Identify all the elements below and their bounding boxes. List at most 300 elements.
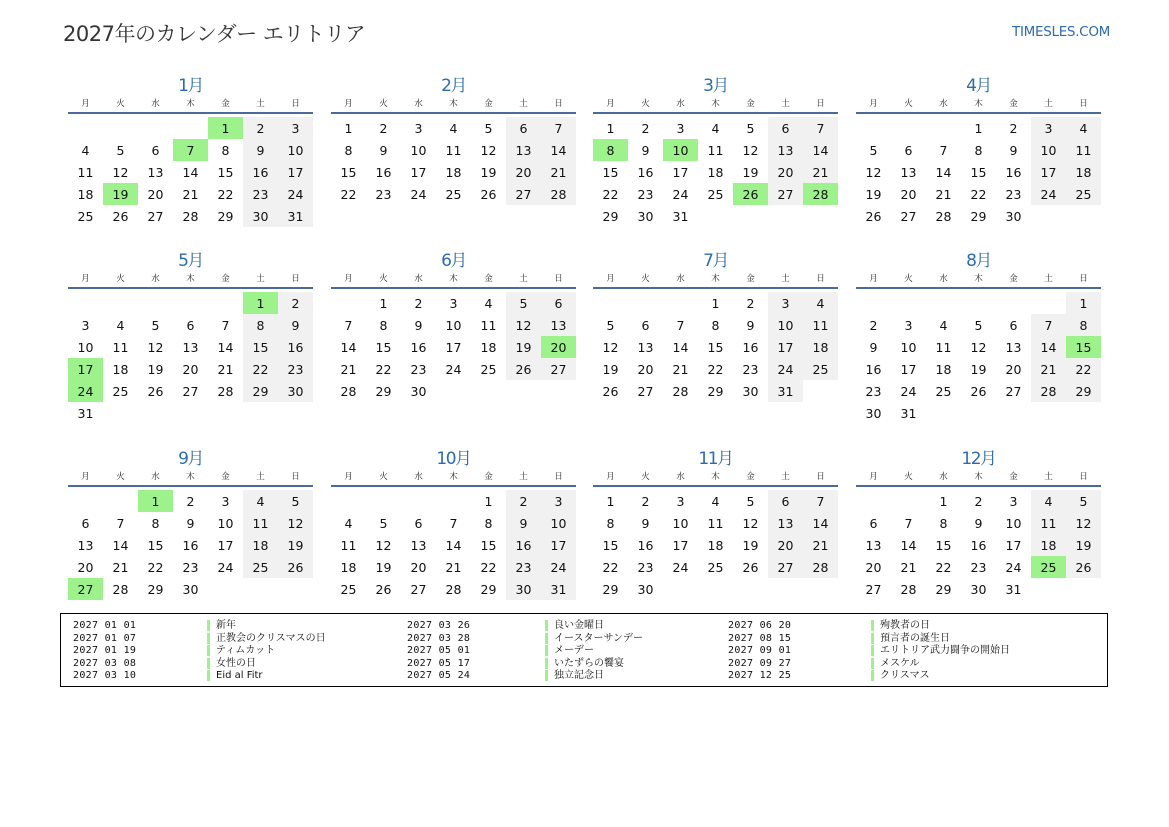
weekday-label: 水 bbox=[151, 99, 160, 109]
month-block bbox=[68, 250, 313, 424]
day-cell: 6 bbox=[506, 117, 541, 139]
empty-cell bbox=[891, 292, 926, 314]
day-cell: 3 bbox=[768, 292, 803, 314]
weekday-label: 金 bbox=[746, 99, 755, 109]
empty-cell bbox=[593, 292, 628, 314]
day-cell: 11 bbox=[445, 142, 462, 158]
weekday-label: 月 bbox=[869, 274, 878, 284]
weekday-label: 日 bbox=[554, 472, 563, 482]
day-cell: 28 bbox=[803, 556, 838, 578]
legend-holiday-name: エリトリア武力闘争の開始日 bbox=[871, 645, 1010, 656]
day-cell: 26 bbox=[506, 358, 541, 380]
month-block bbox=[331, 250, 576, 402]
month-name: 5月 bbox=[178, 251, 203, 271]
day-cell: 20 bbox=[637, 361, 654, 377]
day-cell: 29 bbox=[602, 581, 619, 597]
month-block bbox=[331, 75, 576, 205]
day-cell: 6 bbox=[1009, 317, 1018, 333]
weekday-label: 火 bbox=[904, 99, 913, 109]
day-cell: 5 bbox=[506, 292, 541, 314]
empty-cell bbox=[138, 292, 173, 314]
day-cell: 17 bbox=[768, 336, 803, 358]
day-cell: 2 bbox=[641, 120, 650, 136]
weekday-label: 水 bbox=[939, 472, 948, 482]
holiday-day-cell: 24 bbox=[68, 380, 103, 402]
day-cell: 30 bbox=[278, 380, 313, 402]
legend-date: 2027 03 10 bbox=[73, 670, 137, 681]
day-cell: 17 bbox=[672, 537, 689, 553]
day-cell: 22 bbox=[340, 186, 357, 202]
day-cell: 2 bbox=[186, 493, 195, 509]
day-cell: 15 bbox=[935, 537, 952, 553]
day-cell: 14 bbox=[340, 339, 357, 355]
day-cell: 22 bbox=[217, 186, 234, 202]
day-cell: 31 bbox=[672, 208, 689, 224]
weekday-label: 火 bbox=[116, 472, 125, 482]
day-cell: 4 bbox=[1066, 117, 1101, 139]
day-cell: 4 bbox=[116, 317, 125, 333]
day-cell: 10 bbox=[768, 314, 803, 336]
day-cell: 6 bbox=[414, 515, 423, 531]
weekday-header bbox=[856, 97, 1101, 111]
month-block bbox=[68, 75, 313, 227]
day-cell: 27 bbox=[506, 183, 541, 205]
weekday-label: 水 bbox=[414, 274, 423, 284]
day-cell: 17 bbox=[1031, 161, 1066, 183]
weekday-header bbox=[68, 97, 313, 111]
day-cell: 29 bbox=[243, 380, 278, 402]
day-cell: 16 bbox=[1005, 164, 1022, 180]
day-cell: 11 bbox=[1066, 139, 1101, 161]
weekday-label: 火 bbox=[379, 274, 388, 284]
day-cell: 3 bbox=[278, 117, 313, 139]
day-cell: 2 bbox=[506, 490, 541, 512]
day-cell: 27 bbox=[182, 383, 199, 399]
day-cell: 3 bbox=[676, 120, 685, 136]
day-cell: 10 bbox=[900, 339, 917, 355]
day-cell: 11 bbox=[112, 339, 129, 355]
weekday-label: 水 bbox=[676, 99, 685, 109]
site-logo[interactable]: TIMESLES.COM bbox=[1012, 24, 1110, 40]
weekday-label: 金 bbox=[1009, 472, 1018, 482]
month-name: 9月 bbox=[178, 449, 203, 469]
header-rule bbox=[593, 485, 838, 487]
day-cell: 30 bbox=[410, 383, 427, 399]
day-cell: 4 bbox=[939, 317, 948, 333]
holiday-day-cell: 8 bbox=[593, 139, 628, 161]
day-cell: 17 bbox=[900, 361, 917, 377]
day-cell: 17 bbox=[445, 339, 462, 355]
header-rule bbox=[593, 112, 838, 114]
day-cell: 25 bbox=[480, 361, 497, 377]
legend-date: 2027 05 01 bbox=[407, 645, 471, 656]
weekday-header bbox=[593, 97, 838, 111]
weekday-label: 水 bbox=[939, 274, 948, 284]
day-cell: 30 bbox=[182, 581, 199, 597]
day-cell: 19 bbox=[970, 361, 987, 377]
day-cell: 15 bbox=[147, 537, 164, 553]
day-cell: 24 bbox=[672, 559, 689, 575]
day-cell: 24 bbox=[672, 186, 689, 202]
weekday-label: 金 bbox=[746, 472, 755, 482]
legend-holiday-name: 女性の日 bbox=[207, 658, 256, 669]
day-cell: 15 bbox=[970, 164, 987, 180]
header-rule bbox=[856, 287, 1101, 289]
day-cell: 23 bbox=[243, 183, 278, 205]
day-cell: 9 bbox=[278, 314, 313, 336]
weekday-label: 火 bbox=[379, 99, 388, 109]
day-cell: 3 bbox=[221, 493, 230, 509]
day-cell: 8 bbox=[1066, 314, 1101, 336]
day-cell: 9 bbox=[1009, 142, 1018, 158]
day-cell: 21 bbox=[1031, 358, 1066, 380]
month-block bbox=[856, 448, 1101, 600]
weekday-label: 日 bbox=[554, 274, 563, 284]
weekday-label: 月 bbox=[606, 99, 615, 109]
legend-date: 2027 03 08 bbox=[73, 657, 137, 669]
legend-holiday-name: 独立記念日 bbox=[545, 670, 604, 681]
day-cell: 20 bbox=[147, 186, 164, 202]
day-cell: 12 bbox=[112, 164, 129, 180]
empty-cell bbox=[1031, 292, 1066, 314]
legend-holiday-name: クリスマス bbox=[871, 670, 930, 681]
day-cell: 31 bbox=[1005, 581, 1022, 597]
day-cell: 2 bbox=[641, 493, 650, 509]
weekday-label: 日 bbox=[291, 274, 300, 284]
day-cell: 12 bbox=[278, 512, 313, 534]
day-cell: 13 bbox=[768, 139, 803, 161]
header-rule bbox=[331, 485, 576, 487]
weekday-label: 水 bbox=[151, 274, 160, 284]
empty-cell bbox=[996, 292, 1031, 314]
day-cell: 14 bbox=[672, 339, 689, 355]
weekday-label: 月 bbox=[606, 472, 615, 482]
day-cell: 28 bbox=[900, 581, 917, 597]
day-cell: 12 bbox=[865, 164, 882, 180]
header-rule bbox=[68, 287, 313, 289]
day-cell: 11 bbox=[707, 515, 724, 531]
day-cell: 23 bbox=[182, 559, 199, 575]
day-cell: 10 bbox=[672, 515, 689, 531]
day-cell: 6 bbox=[904, 142, 913, 158]
day-cell: 5 bbox=[746, 120, 755, 136]
weekday-label: 土 bbox=[256, 274, 265, 284]
day-cell: 23 bbox=[637, 559, 654, 575]
empty-cell bbox=[103, 292, 138, 314]
day-cell: 7 bbox=[803, 117, 838, 139]
weekday-label: 木 bbox=[974, 99, 983, 109]
weekday-label: 木 bbox=[186, 472, 195, 482]
weekday-label: 月 bbox=[344, 274, 353, 284]
day-cell: 31 bbox=[77, 405, 94, 421]
day-cell: 26 bbox=[480, 186, 497, 202]
day-cell: 6 bbox=[768, 117, 803, 139]
legend-date: 2027 08 15 bbox=[728, 632, 792, 644]
weekday-label: 火 bbox=[116, 99, 125, 109]
weekday-label: 日 bbox=[816, 99, 825, 109]
month-block bbox=[593, 250, 838, 402]
empty-cell bbox=[891, 490, 926, 512]
day-cell: 28 bbox=[445, 581, 462, 597]
legend-date: 2027 05 24 bbox=[407, 670, 471, 681]
day-cell: 5 bbox=[151, 317, 160, 333]
page-title: 2027年のカレンダー エリトリア bbox=[63, 22, 366, 46]
days-grid bbox=[68, 117, 313, 227]
day-cell: 4 bbox=[803, 292, 838, 314]
day-cell: 10 bbox=[278, 139, 313, 161]
day-cell: 10 bbox=[410, 142, 427, 158]
day-cell: 8 bbox=[711, 317, 720, 333]
day-cell: 29 bbox=[707, 383, 724, 399]
day-cell: 12 bbox=[1066, 512, 1101, 534]
day-cell: 9 bbox=[379, 142, 388, 158]
month-name: 3月 bbox=[703, 76, 728, 96]
month-block bbox=[68, 448, 313, 600]
legend-holiday-name: イースターサンデー bbox=[545, 633, 643, 644]
day-cell: 24 bbox=[445, 361, 462, 377]
day-cell: 29 bbox=[217, 208, 234, 224]
day-cell: 21 bbox=[445, 559, 462, 575]
day-cell: 14 bbox=[112, 537, 129, 553]
empty-cell bbox=[961, 292, 996, 314]
day-cell: 26 bbox=[742, 559, 759, 575]
day-cell: 18 bbox=[77, 186, 94, 202]
day-cell: 16 bbox=[742, 339, 759, 355]
day-cell: 13 bbox=[182, 339, 199, 355]
month-name: 11月 bbox=[698, 449, 733, 469]
day-cell: 2 bbox=[379, 120, 388, 136]
weekday-label: 木 bbox=[449, 472, 458, 482]
day-cell: 1 bbox=[484, 493, 493, 509]
weekday-label: 木 bbox=[186, 274, 195, 284]
day-cell: 5 bbox=[606, 317, 615, 333]
day-cell: 27 bbox=[768, 556, 803, 578]
day-cell: 9 bbox=[243, 139, 278, 161]
day-cell: 24 bbox=[217, 559, 234, 575]
day-cell: 4 bbox=[484, 295, 493, 311]
holiday-day-cell: 1 bbox=[138, 490, 173, 512]
weekday-header bbox=[331, 272, 576, 286]
holiday-legend bbox=[60, 613, 1108, 687]
day-cell: 5 bbox=[974, 317, 983, 333]
day-cell: 26 bbox=[147, 383, 164, 399]
day-cell: 2 bbox=[974, 493, 983, 509]
weekday-label: 金 bbox=[221, 99, 230, 109]
month-block bbox=[593, 448, 838, 600]
header-rule bbox=[856, 112, 1101, 114]
day-cell: 16 bbox=[410, 339, 427, 355]
day-cell: 26 bbox=[278, 556, 313, 578]
day-cell: 7 bbox=[541, 117, 576, 139]
weekday-label: 木 bbox=[186, 99, 195, 109]
day-cell: 5 bbox=[1066, 490, 1101, 512]
weekday-label: 金 bbox=[484, 99, 493, 109]
empty-cell bbox=[663, 292, 698, 314]
empty-cell bbox=[436, 490, 471, 512]
day-cell: 6 bbox=[768, 490, 803, 512]
empty-cell bbox=[926, 117, 961, 139]
weekday-label: 水 bbox=[151, 472, 160, 482]
header-rule bbox=[68, 112, 313, 114]
day-cell: 7 bbox=[676, 317, 685, 333]
day-cell: 31 bbox=[900, 405, 917, 421]
day-cell: 25 bbox=[112, 383, 129, 399]
days-grid bbox=[331, 117, 576, 205]
day-cell: 22 bbox=[602, 186, 619, 202]
day-cell: 17 bbox=[278, 161, 313, 183]
day-cell: 5 bbox=[116, 142, 125, 158]
day-cell: 8 bbox=[606, 515, 615, 531]
days-grid bbox=[68, 490, 313, 600]
day-cell: 15 bbox=[217, 164, 234, 180]
day-cell: 23 bbox=[742, 361, 759, 377]
day-cell: 21 bbox=[217, 361, 234, 377]
day-cell: 11 bbox=[243, 512, 278, 534]
day-cell: 14 bbox=[803, 512, 838, 534]
day-cell: 29 bbox=[935, 581, 952, 597]
day-cell: 8 bbox=[344, 142, 353, 158]
day-cell: 19 bbox=[375, 559, 392, 575]
day-cell: 18 bbox=[340, 559, 357, 575]
day-cell: 1 bbox=[939, 493, 948, 509]
day-cell: 19 bbox=[506, 336, 541, 358]
header-rule bbox=[331, 287, 576, 289]
legend-date: 2027 05 17 bbox=[407, 657, 471, 669]
day-cell: 24 bbox=[1005, 559, 1022, 575]
holiday-day-cell: 10 bbox=[663, 139, 698, 161]
day-cell: 3 bbox=[904, 317, 913, 333]
day-cell: 22 bbox=[602, 559, 619, 575]
month-name: 4月 bbox=[966, 76, 991, 96]
day-cell: 19 bbox=[147, 361, 164, 377]
day-cell: 5 bbox=[278, 490, 313, 512]
weekday-label: 木 bbox=[449, 274, 458, 284]
day-cell: 4 bbox=[711, 120, 720, 136]
day-cell: 28 bbox=[672, 383, 689, 399]
day-cell: 20 bbox=[768, 534, 803, 556]
day-cell: 16 bbox=[375, 164, 392, 180]
day-cell: 15 bbox=[602, 537, 619, 553]
weekday-label: 土 bbox=[1044, 472, 1053, 482]
legend-holiday-name: 正教会のクリスマスの日 bbox=[207, 633, 326, 644]
holiday-day-cell: 26 bbox=[733, 183, 768, 205]
day-cell: 3 bbox=[1031, 117, 1066, 139]
day-cell: 5 bbox=[869, 142, 878, 158]
day-cell: 22 bbox=[243, 358, 278, 380]
day-cell: 1 bbox=[1066, 292, 1101, 314]
weekday-label: 日 bbox=[1079, 99, 1088, 109]
empty-cell bbox=[68, 292, 103, 314]
day-cell: 7 bbox=[344, 317, 353, 333]
day-cell: 10 bbox=[1031, 139, 1066, 161]
empty-cell bbox=[138, 117, 173, 139]
day-cell: 14 bbox=[935, 164, 952, 180]
weekday-label: 火 bbox=[116, 274, 125, 284]
weekday-label: 木 bbox=[974, 274, 983, 284]
day-cell: 25 bbox=[445, 186, 462, 202]
empty-cell bbox=[103, 490, 138, 512]
day-cell: 9 bbox=[641, 515, 650, 531]
weekday-label: 月 bbox=[606, 274, 615, 284]
day-cell: 20 bbox=[506, 161, 541, 183]
day-cell: 2 bbox=[278, 292, 313, 314]
weekday-label: 火 bbox=[641, 274, 650, 284]
day-cell: 26 bbox=[970, 383, 987, 399]
weekday-label: 土 bbox=[781, 99, 790, 109]
legend-date: 2027 06 20 bbox=[728, 620, 792, 631]
day-cell: 16 bbox=[506, 534, 541, 556]
day-cell: 9 bbox=[641, 142, 650, 158]
weekday-label: 水 bbox=[939, 99, 948, 109]
day-cell: 20 bbox=[182, 361, 199, 377]
day-cell: 9 bbox=[746, 317, 755, 333]
day-cell: 12 bbox=[742, 142, 759, 158]
day-cell: 3 bbox=[676, 493, 685, 509]
day-cell: 2 bbox=[414, 295, 423, 311]
day-cell: 2 bbox=[1009, 120, 1018, 136]
day-cell: 25 bbox=[77, 208, 94, 224]
day-cell: 24 bbox=[900, 383, 917, 399]
day-cell: 10 bbox=[217, 515, 234, 531]
day-cell: 28 bbox=[217, 383, 234, 399]
day-cell: 3 bbox=[449, 295, 458, 311]
weekday-label: 火 bbox=[379, 472, 388, 482]
weekday-header bbox=[68, 470, 313, 484]
day-cell: 11 bbox=[77, 164, 94, 180]
legend-holiday-name: ティムカット bbox=[207, 645, 275, 656]
weekday-label: 日 bbox=[816, 472, 825, 482]
day-cell: 7 bbox=[939, 142, 948, 158]
day-cell: 3 bbox=[81, 317, 90, 333]
weekday-label: 日 bbox=[554, 99, 563, 109]
day-cell: 29 bbox=[970, 208, 987, 224]
weekday-label: 月 bbox=[344, 472, 353, 482]
day-cell: 27 bbox=[147, 208, 164, 224]
day-cell: 21 bbox=[672, 361, 689, 377]
day-cell: 17 bbox=[1005, 537, 1022, 553]
legend-holiday-name: 預言者の誕生日 bbox=[871, 633, 950, 644]
day-cell: 30 bbox=[637, 208, 654, 224]
day-cell: 4 bbox=[711, 493, 720, 509]
legend-holiday-name: 良い金曜日 bbox=[545, 620, 604, 631]
day-cell: 22 bbox=[1066, 358, 1101, 380]
day-cell: 18 bbox=[803, 336, 838, 358]
holiday-day-cell: 20 bbox=[541, 336, 576, 358]
day-cell: 18 bbox=[1031, 534, 1066, 556]
weekday-label: 土 bbox=[781, 274, 790, 284]
day-cell: 19 bbox=[480, 164, 497, 180]
header-rule bbox=[68, 485, 313, 487]
weekday-label: 火 bbox=[904, 274, 913, 284]
day-cell: 24 bbox=[278, 183, 313, 205]
day-cell: 23 bbox=[865, 383, 882, 399]
weekday-label: 土 bbox=[256, 472, 265, 482]
day-cell: 12 bbox=[480, 142, 497, 158]
day-cell: 24 bbox=[410, 186, 427, 202]
legend-holiday-name: 新年 bbox=[207, 620, 236, 631]
day-cell: 16 bbox=[243, 161, 278, 183]
day-cell: 13 bbox=[147, 164, 164, 180]
day-cell: 19 bbox=[742, 537, 759, 553]
holiday-day-cell: 19 bbox=[103, 183, 138, 205]
day-cell: 27 bbox=[865, 581, 882, 597]
day-cell: 31 bbox=[278, 205, 313, 227]
legend-holiday-name: メーデー bbox=[545, 645, 594, 656]
empty-cell bbox=[68, 117, 103, 139]
day-cell: 23 bbox=[637, 186, 654, 202]
days-grid bbox=[856, 292, 1101, 424]
day-cell: 6 bbox=[641, 317, 650, 333]
